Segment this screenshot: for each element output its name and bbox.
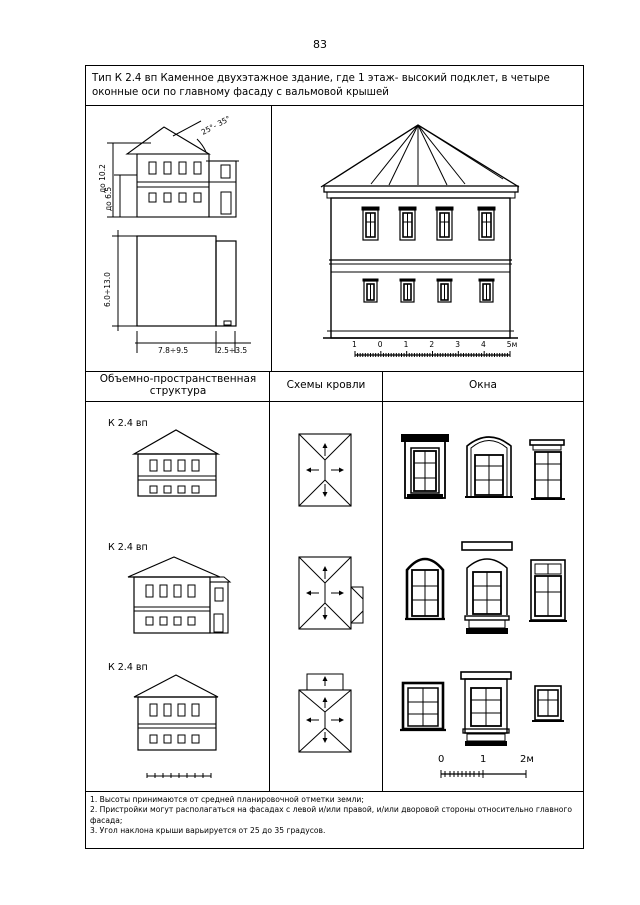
windows-row-3 [395, 668, 575, 758]
variant-building-3 [132, 672, 232, 757]
variant-label-1: К 2.4 вп [108, 418, 148, 429]
windows-scale-1: 1 [480, 754, 487, 765]
dim-roof-angle: 25°- 35° [199, 113, 232, 137]
header-volume: Объемно-пространственная структура [99, 373, 257, 397]
scale-label: 3 [455, 340, 460, 349]
lower-windows [363, 279, 494, 302]
dim-width-annex: 2.5÷3.5 [217, 346, 248, 355]
variant-building-1 [132, 425, 232, 500]
main-facade-drawing [271, 105, 584, 371]
page-number: 83 [313, 38, 327, 51]
variant-label-3: К 2.4 вп [108, 662, 148, 673]
header-windows: Окна [469, 379, 497, 391]
scale-label: 0 [377, 340, 383, 349]
top-section-divider [85, 371, 584, 372]
dim-height-floor: до 6.5 [104, 186, 113, 211]
window-arched-detailed [401, 434, 449, 499]
volume-scale-bar [145, 770, 215, 780]
variant-label-2: К 2.4 вп [108, 542, 148, 553]
scale-label: 1 [403, 340, 409, 349]
dim-width-main: 7.8÷9.5 [158, 346, 189, 355]
scale-label: 4 [481, 340, 486, 349]
window-framed-pediment [461, 672, 511, 746]
roof-scheme-3 [297, 672, 357, 757]
windows-scale-bar [436, 752, 546, 782]
variant-building-2 [126, 552, 236, 637]
note-2: 2. Пристройки могут располагаться на фасадах с левой и/или правой, и/или дворовой стороны относительно главного фасада; [90, 805, 573, 825]
header-row-divider [85, 401, 584, 402]
scale-label: 5м [506, 340, 518, 349]
page-title: Тип К 2.4 вп Каменное двухэтажное здание, где 1 этаж- высокий подклет, в четыре оконные оси по главному фасаду с вальмовой крышей [92, 73, 550, 98]
roof-scheme-1 [297, 432, 357, 512]
windows-row-2 [395, 540, 575, 645]
dim-height-total: до 10.2 [98, 164, 107, 193]
column-divider-2 [382, 371, 383, 791]
scale-label: 2 [429, 340, 435, 349]
roof-scheme-2 [297, 555, 369, 635]
windows-scale-2: 2м [520, 754, 534, 765]
dim-depth: 6.0÷13.0 [103, 272, 112, 307]
notes [90, 795, 580, 837]
note-3: 3. Угол наклона крыши варьируется от 25 до 35 градусов. [90, 826, 326, 836]
upper-windows [362, 207, 495, 240]
notes-divider [85, 791, 584, 792]
column-divider-1 [269, 371, 270, 791]
window-arched-plain [405, 559, 445, 619]
window-corniced [530, 440, 565, 499]
note-1: 1. Высоты принимаются от средней планировочной отметки земли; [90, 795, 364, 804]
scale-label: 1 [352, 340, 357, 349]
window-pilastered [462, 542, 512, 634]
windows-scale-0: 0 [438, 754, 445, 765]
windows-row-1 [395, 428, 575, 508]
schematic-elevation-and-plan [85, 105, 271, 371]
header-roof: Схемы кровли [286, 379, 366, 391]
window-segmental [465, 437, 513, 497]
window-transom [529, 560, 567, 621]
window-small [532, 686, 564, 721]
window-simple-sill [400, 683, 446, 730]
